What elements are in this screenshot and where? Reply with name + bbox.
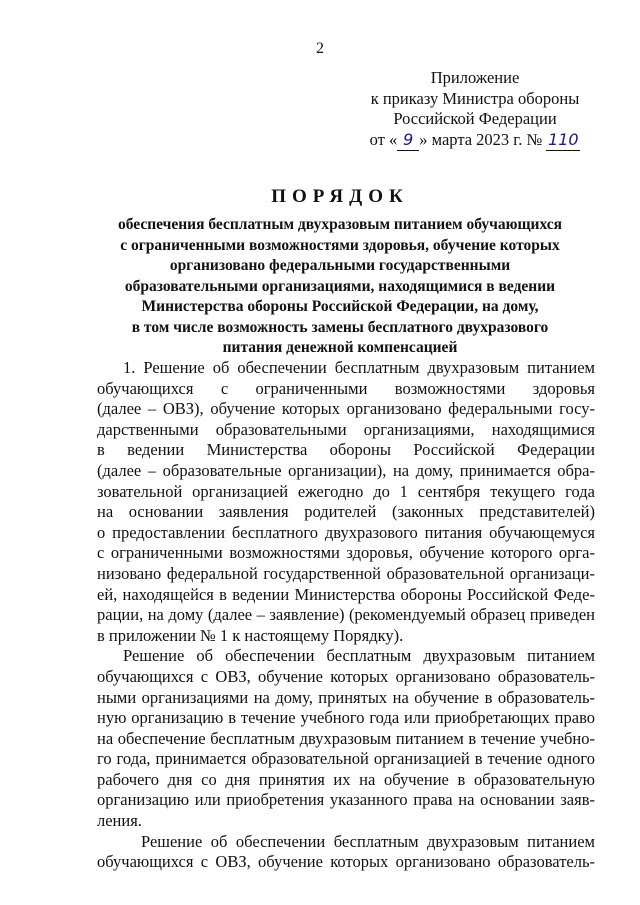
- body-line: обучающихся с ОВЗ, обучение которых организовано образователь-: [97, 666, 595, 686]
- body-line: рабочего дня со дня принятия их на обучение в образовательную: [97, 769, 595, 789]
- body-line: ей, находящейся в ведении Министерства обороны Российской Феде-: [97, 584, 595, 604]
- body-line: обучающихся с ограниченными возможностями здоровья: [97, 378, 595, 398]
- handwritten-day: 9: [397, 130, 419, 152]
- title-line: Министерства обороны Российской Федерации, на дому,: [141, 298, 539, 315]
- title-line: образовательными организациями, находящимися в ведении: [124, 277, 556, 295]
- title-line: обеспечения бесплатным двухразовым питанием обучающихся: [117, 216, 563, 233]
- body-line: дарственными образовательными организациями, находящимися: [97, 419, 595, 439]
- date-prefix: от «: [369, 129, 398, 149]
- body-line: в ведении Министерства обороны Российской Федерации: [97, 440, 595, 460]
- title-line: организовано федеральными государственными: [169, 257, 511, 274]
- body-line: (далее – ОВЗ), обучение которых организовано федеральными госу-: [97, 399, 595, 419]
- body-line: зовательной организацией ежегодно до 1 сентября текущего года: [97, 481, 595, 501]
- body-line: на обеспечение бесплатным двухразовым питанием в течение учебно-: [97, 728, 595, 748]
- document-title: [80, 186, 600, 359]
- body-text: [97, 358, 595, 873]
- page-number: 2: [316, 40, 324, 57]
- body-line: обучающихся с ОВЗ, обучение которых организовано образователь-: [97, 852, 595, 872]
- body-line: ления.: [97, 811, 142, 831]
- title-subtitle: [80, 215, 600, 359]
- body-line: ную организацию в течение учебного года или приобретающих право: [97, 708, 595, 728]
- body-line: (далее – образовательные организации), на дому, принимается обра-: [97, 460, 595, 480]
- body-line: в приложении № 1 к настоящему Порядку).: [97, 625, 404, 645]
- body-line: на основании заявления родителей (законных представителей): [97, 502, 595, 522]
- title-main: ПОРЯДОК: [271, 186, 409, 207]
- title-line: питания денежной компенсацией: [222, 339, 458, 356]
- body-line: рации, на дому (далее – заявление) (рекомендуемый образец приведен: [97, 605, 595, 625]
- body-line: Решение об обеспечении бесплатным двухразовым питанием: [123, 646, 595, 666]
- title-line: с ограниченными возможностями здоровья, обучение которых: [120, 236, 560, 254]
- body-line: го года, принимается образовательной организацией в течение одного: [97, 749, 595, 769]
- handwritten-order-number: 110: [546, 130, 580, 152]
- body-line: о предоставлении бесплатного двухразового питания обучающемуся: [97, 522, 595, 542]
- appendix-line-3: Российской Федерации: [393, 109, 557, 128]
- date-middle: » марта 2023 г. №: [419, 129, 543, 149]
- body-line: ными организациями на дому, принятых на обучение в образователь-: [97, 687, 595, 707]
- body-line: 1. Решение об обеспечении бесплатным двухразовым питанием: [123, 358, 595, 377]
- title-line: в том числе возможность замены бесплатного двухразового: [131, 318, 549, 336]
- body-line: организацию или приобретения указанного права на основании заяв-: [97, 790, 595, 810]
- appendix-line-1: Приложение: [430, 68, 520, 87]
- appendix-header: [360, 68, 590, 151]
- body-line: Решение об обеспечении бесплатным двухразовым питанием: [141, 831, 595, 851]
- appendix-date-line: [360, 130, 590, 152]
- appendix-line-2: к приказу Министра обороны: [370, 88, 580, 108]
- body-line: с ограниченными возможностями здоровья, обучение которого орга-: [97, 543, 595, 563]
- body-line: низовано федеральной государственной образовательной организаци-: [97, 563, 595, 583]
